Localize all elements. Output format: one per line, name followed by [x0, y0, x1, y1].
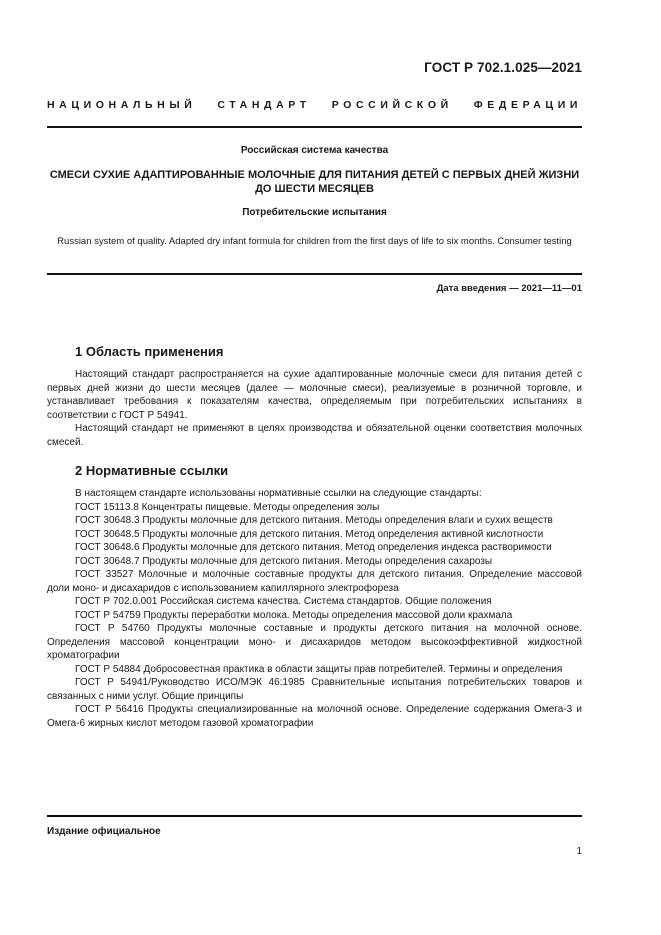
introduction-date: Дата введения — 2021—11—01	[436, 283, 582, 294]
reference-item: ГОСТ Р 54941/Руководство ИСО/МЭК 46:1985 Сравнительные испытания потребительских товаров и связанных с ними услуг. Общие принципы	[47, 677, 582, 702]
reference-item: ГОСТ 30648.7 Продукты молочные для детского питания. Методы определения сахарозы	[75, 555, 493, 567]
reference-item: ГОСТ 30648.5 Продукты молочные для детского питания. Метод определения активной кислотности	[75, 528, 544, 540]
official-edition-label: Издание официальное	[47, 826, 161, 837]
section-1-title: 1 Область применения	[75, 344, 224, 359]
paragraph: Настоящий стандарт распространяется на сухие адаптированные молочные смеси для питания детей с первых дней жизни до шести месяцев (далее — молочные смеси), реализуемые в розничной торговле, и устанавливает требования к показателям качества, определяемым при потребительских испытаниях в соответствии с ГОСТ Р 54941.	[47, 369, 582, 421]
page-number: 1	[576, 846, 582, 857]
reference-item: ГОСТ 30648.6 Продукты молочные для детского питания. Метод определения индекса растворимости	[75, 542, 552, 553]
reference-item: ГОСТ 30648.3 Продукты молочные для детского питания. Методы определения влаги и сухих веществ	[75, 515, 553, 526]
reference-item: ГОСТ 15113.8 Концентраты пищевые. Методы определения золы	[75, 501, 380, 513]
section-2-body	[47, 487, 582, 730]
document-subtitle: Потребительские испытания	[242, 207, 387, 218]
paragraph: В настоящем стандарте использованы нормативные ссылки на следующие стандарты:	[75, 488, 482, 499]
system-title: Российская система качества	[240, 145, 389, 156]
paragraph: Настоящий стандарт не применяют в целях производства и обязательной оценки соответствия молочных смесей.	[47, 423, 582, 448]
top-divider	[47, 126, 582, 128]
document-title: СМЕСИ СУХИЕ АДАПТИРОВАННЫЕ МОЛОЧНЫЕ ДЛЯ ПИТАНИЯ ДЕТЕЙ С ПЕРВЫХ ДНЕЙ ЖИЗНИ ДО ШЕСТИ МЕСЯЦЕВ	[49, 169, 580, 195]
footer-divider	[47, 815, 582, 817]
reference-item: ГОСТ Р 56416 Продукты специализированные на молочной основе. Определение содержания Омега-3 и Омега-6 жирных кислот методом газовой хроматографии	[47, 704, 582, 729]
reference-item: ГОСТ Р 54884 Добросовестная практика в области защиты прав потребителей. Термины и определения	[75, 663, 563, 675]
gost-number: ГОСТ Р 702.1.025—2021	[424, 60, 582, 75]
english-title: Russian system of quality. Adapted dry infant formula for children from the first days of life to six months. Consumer testing	[57, 236, 572, 247]
section-2-title: 2 Нормативные ссылки	[75, 463, 229, 478]
reference-item: ГОСТ Р 54760 Продукты молочные составные и продукты детского питания на молочной основе. Определения массовой концентрации моно- и дисахаридов методом высокоэффективной жидкостной хроматографии	[47, 623, 582, 661]
reference-item: ГОСТ Р 54759 Продукты переработки молока. Методы определения массовой доли крахмала	[75, 609, 513, 621]
section-1-body	[47, 368, 582, 449]
national-standard-heading: НАЦИОНАЛЬНЫЙ СТАНДАРТ РОССИЙСКОЙ ФЕДЕРАЦИИ	[47, 99, 582, 111]
title-divider	[47, 273, 582, 275]
reference-item: ГОСТ Р 702.0.001 Российская система качества. Система стандартов. Общие положения	[75, 596, 492, 607]
reference-item: ГОСТ 33527 Молочные и молочные составные продукты для детского питания. Определение массовой доли моно- и дисахаридов с использованием капиллярного электрофореза	[47, 569, 582, 594]
